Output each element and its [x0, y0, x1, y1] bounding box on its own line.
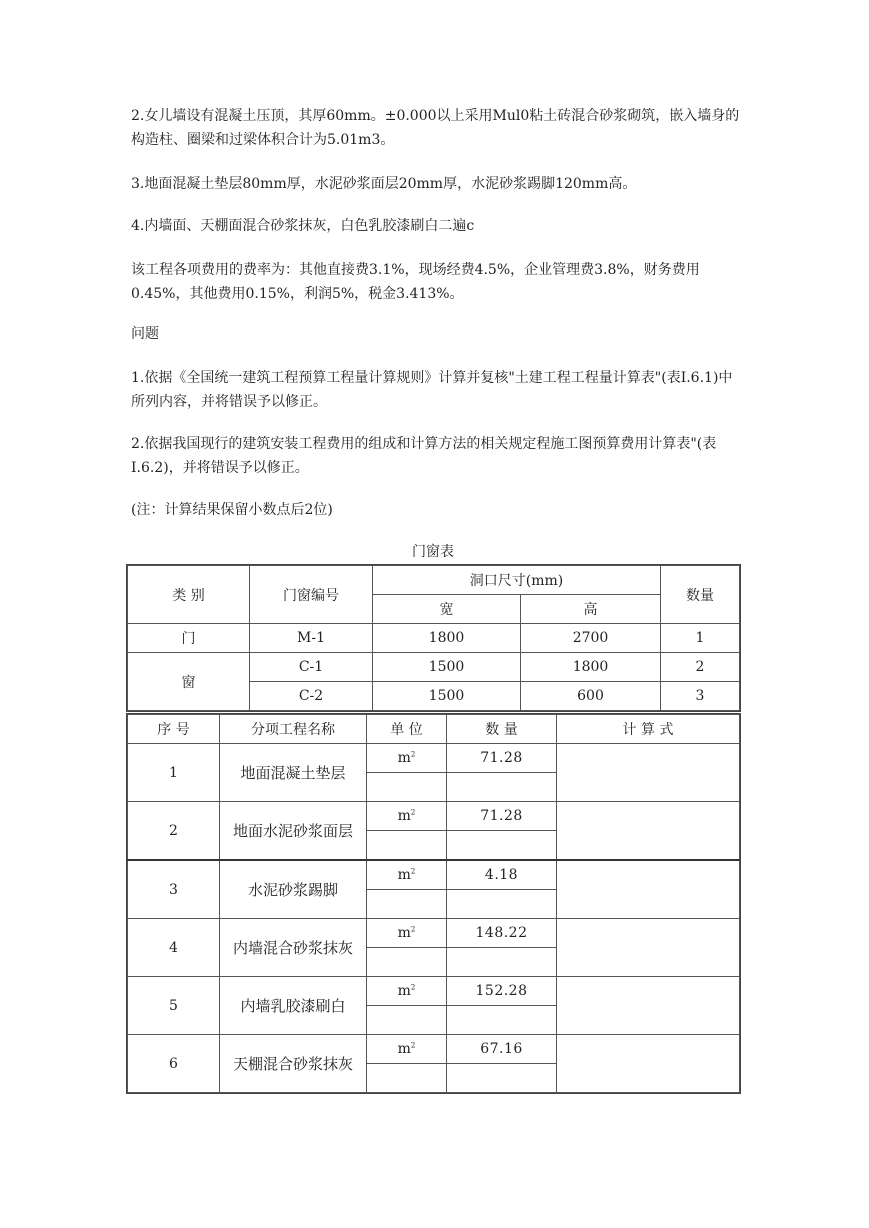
- quantity-calculation-table: [127, 714, 740, 1093]
- category-cell: 窗: [128, 653, 250, 711]
- formula-cell: [557, 802, 740, 861]
- item-name: 内墙乳胶漆刷白: [220, 977, 367, 1035]
- unit-cell-blank: [367, 1064, 447, 1093]
- quantity-cell-blank: [447, 1006, 557, 1035]
- category-cell: 门: [128, 624, 250, 653]
- quantity-cell-blank: [447, 1064, 557, 1093]
- code-cell: C-1: [250, 653, 373, 682]
- count-cell: 2: [661, 653, 740, 682]
- row-number: 1: [128, 744, 220, 802]
- row-number: 3: [128, 860, 220, 919]
- quantity-cell: 71.28: [447, 802, 557, 831]
- count-cell: 1: [661, 624, 740, 653]
- header-opening-size: 洞口尺寸(mm): [373, 566, 661, 595]
- height-cell: 2700: [521, 624, 661, 653]
- unit-cell: $m^2$: [367, 1035, 447, 1064]
- item-name: 地面混凝土垫层: [220, 744, 367, 802]
- item-name: 天棚混合砂浆抹灰: [220, 1035, 367, 1093]
- paragraph-question-1: 1.依据《全国统一建筑工程预算工程量计算规则》计算并复核"土建工程工程量计算表"(表I.6.1)中所列内容，并将错误予以修正。: [131, 370, 733, 410]
- header-unit: 单 位: [367, 715, 447, 744]
- unit-cell: $m^2$: [367, 744, 447, 773]
- unit-cell: $m^2$: [367, 802, 447, 831]
- paragraph-question-heading: 问题: [131, 326, 159, 342]
- paragraph-footnote: (注：计算结果保留小数点后2位): [131, 502, 333, 518]
- table-row: [128, 744, 740, 773]
- unit-cell-blank: [367, 831, 447, 861]
- paragraph-note-4: 4.内墙面、天棚面混合砂浆抹灰，白色乳胶漆刷白二遍c: [131, 218, 475, 234]
- item-name: 水泥砂浆踢脚: [220, 860, 367, 919]
- row-number: 4: [128, 919, 220, 977]
- quantity-cell-blank: [447, 831, 557, 861]
- unit-cell-blank: [367, 1006, 447, 1035]
- quantity-cell: 152.28: [447, 977, 557, 1006]
- width-cell: 1500: [373, 682, 521, 711]
- unit-cell: $m^2$: [367, 860, 447, 890]
- paragraph-note-2: 2.女儿墙设有混凝土压顶，其厚60mm。±0.000以上采用Mul0粘土砖混合砂浆砌筑，嵌入墙身的构造柱、圈梁和过梁体积合计为5.01m3。: [131, 108, 740, 148]
- quantity-cell: 4.18: [447, 860, 557, 890]
- row-number: 2: [128, 802, 220, 861]
- header-height: 高: [521, 595, 661, 624]
- paragraph-note-3: 3.地面混凝土垫层80mm厚，水泥砂浆面层20mm厚，水泥砂浆踢脚120mm高。: [131, 176, 637, 192]
- code-cell: M-1: [250, 624, 373, 653]
- table-row: [128, 624, 740, 653]
- header-item-name: 分项工程名称: [220, 715, 367, 744]
- quantity-cell-blank: [447, 948, 557, 977]
- item-name: 地面水泥砂浆面层: [220, 802, 367, 861]
- unit-cell-blank: [367, 773, 447, 802]
- table-row: [128, 919, 740, 948]
- header-quantity: 数 量: [447, 715, 557, 744]
- formula-cell: [557, 1035, 740, 1093]
- paragraph-fee-rates: 该工程各项费用的费率为：其他直接费3.1%，现场经费4.5%，企业管理费3.8%，财务费用0.45%，其他费用0.15%，利润5%，税金3.413%。: [131, 262, 700, 302]
- formula-cell: [557, 744, 740, 802]
- height-cell: 600: [521, 682, 661, 711]
- item-name: 内墙混合砂浆抹灰: [220, 919, 367, 977]
- unit-cell-blank: [367, 948, 447, 977]
- row-number: 5: [128, 977, 220, 1035]
- width-cell: 1500: [373, 653, 521, 682]
- table-row: [128, 860, 740, 890]
- header-formula: 计 算 式: [557, 715, 740, 744]
- row-number: 6: [128, 1035, 220, 1093]
- unit-cell: $m^2$: [367, 977, 447, 1006]
- quantity-cell: 148.22: [447, 919, 557, 948]
- paragraph-question-2: 2.依据我国现行的建筑安装工程费用的组成和计算方法的相关规定程施工图预算费用计算表"(表I.6.2)，并将错误予以修正。: [131, 436, 717, 476]
- quantity-cell: 71.28: [447, 744, 557, 773]
- window-door-table: [127, 565, 740, 711]
- window-table-caption: 门窗表: [412, 544, 454, 560]
- unit-cell: $m^2$: [367, 919, 447, 948]
- count-cell: 3: [661, 682, 740, 711]
- height-cell: 1800: [521, 653, 661, 682]
- table-row: [128, 653, 740, 682]
- header-count: 数量: [661, 566, 740, 624]
- quantity-cell-blank: [447, 890, 557, 919]
- header-no: 序 号: [128, 715, 220, 744]
- header-width: 宽: [373, 595, 521, 624]
- formula-cell: [557, 977, 740, 1035]
- unit-cell-blank: [367, 890, 447, 919]
- code-cell: C-2: [250, 682, 373, 711]
- formula-cell: [557, 919, 740, 977]
- table-row: [128, 1035, 740, 1064]
- table-row: [128, 802, 740, 831]
- quantity-cell: 67.16: [447, 1035, 557, 1064]
- formula-cell: [557, 860, 740, 919]
- header-code: 门窗编号: [250, 566, 373, 624]
- quantity-cell-blank: [447, 773, 557, 802]
- width-cell: 1800: [373, 624, 521, 653]
- table-row: [128, 977, 740, 1006]
- header-category: 类 别: [128, 566, 250, 624]
